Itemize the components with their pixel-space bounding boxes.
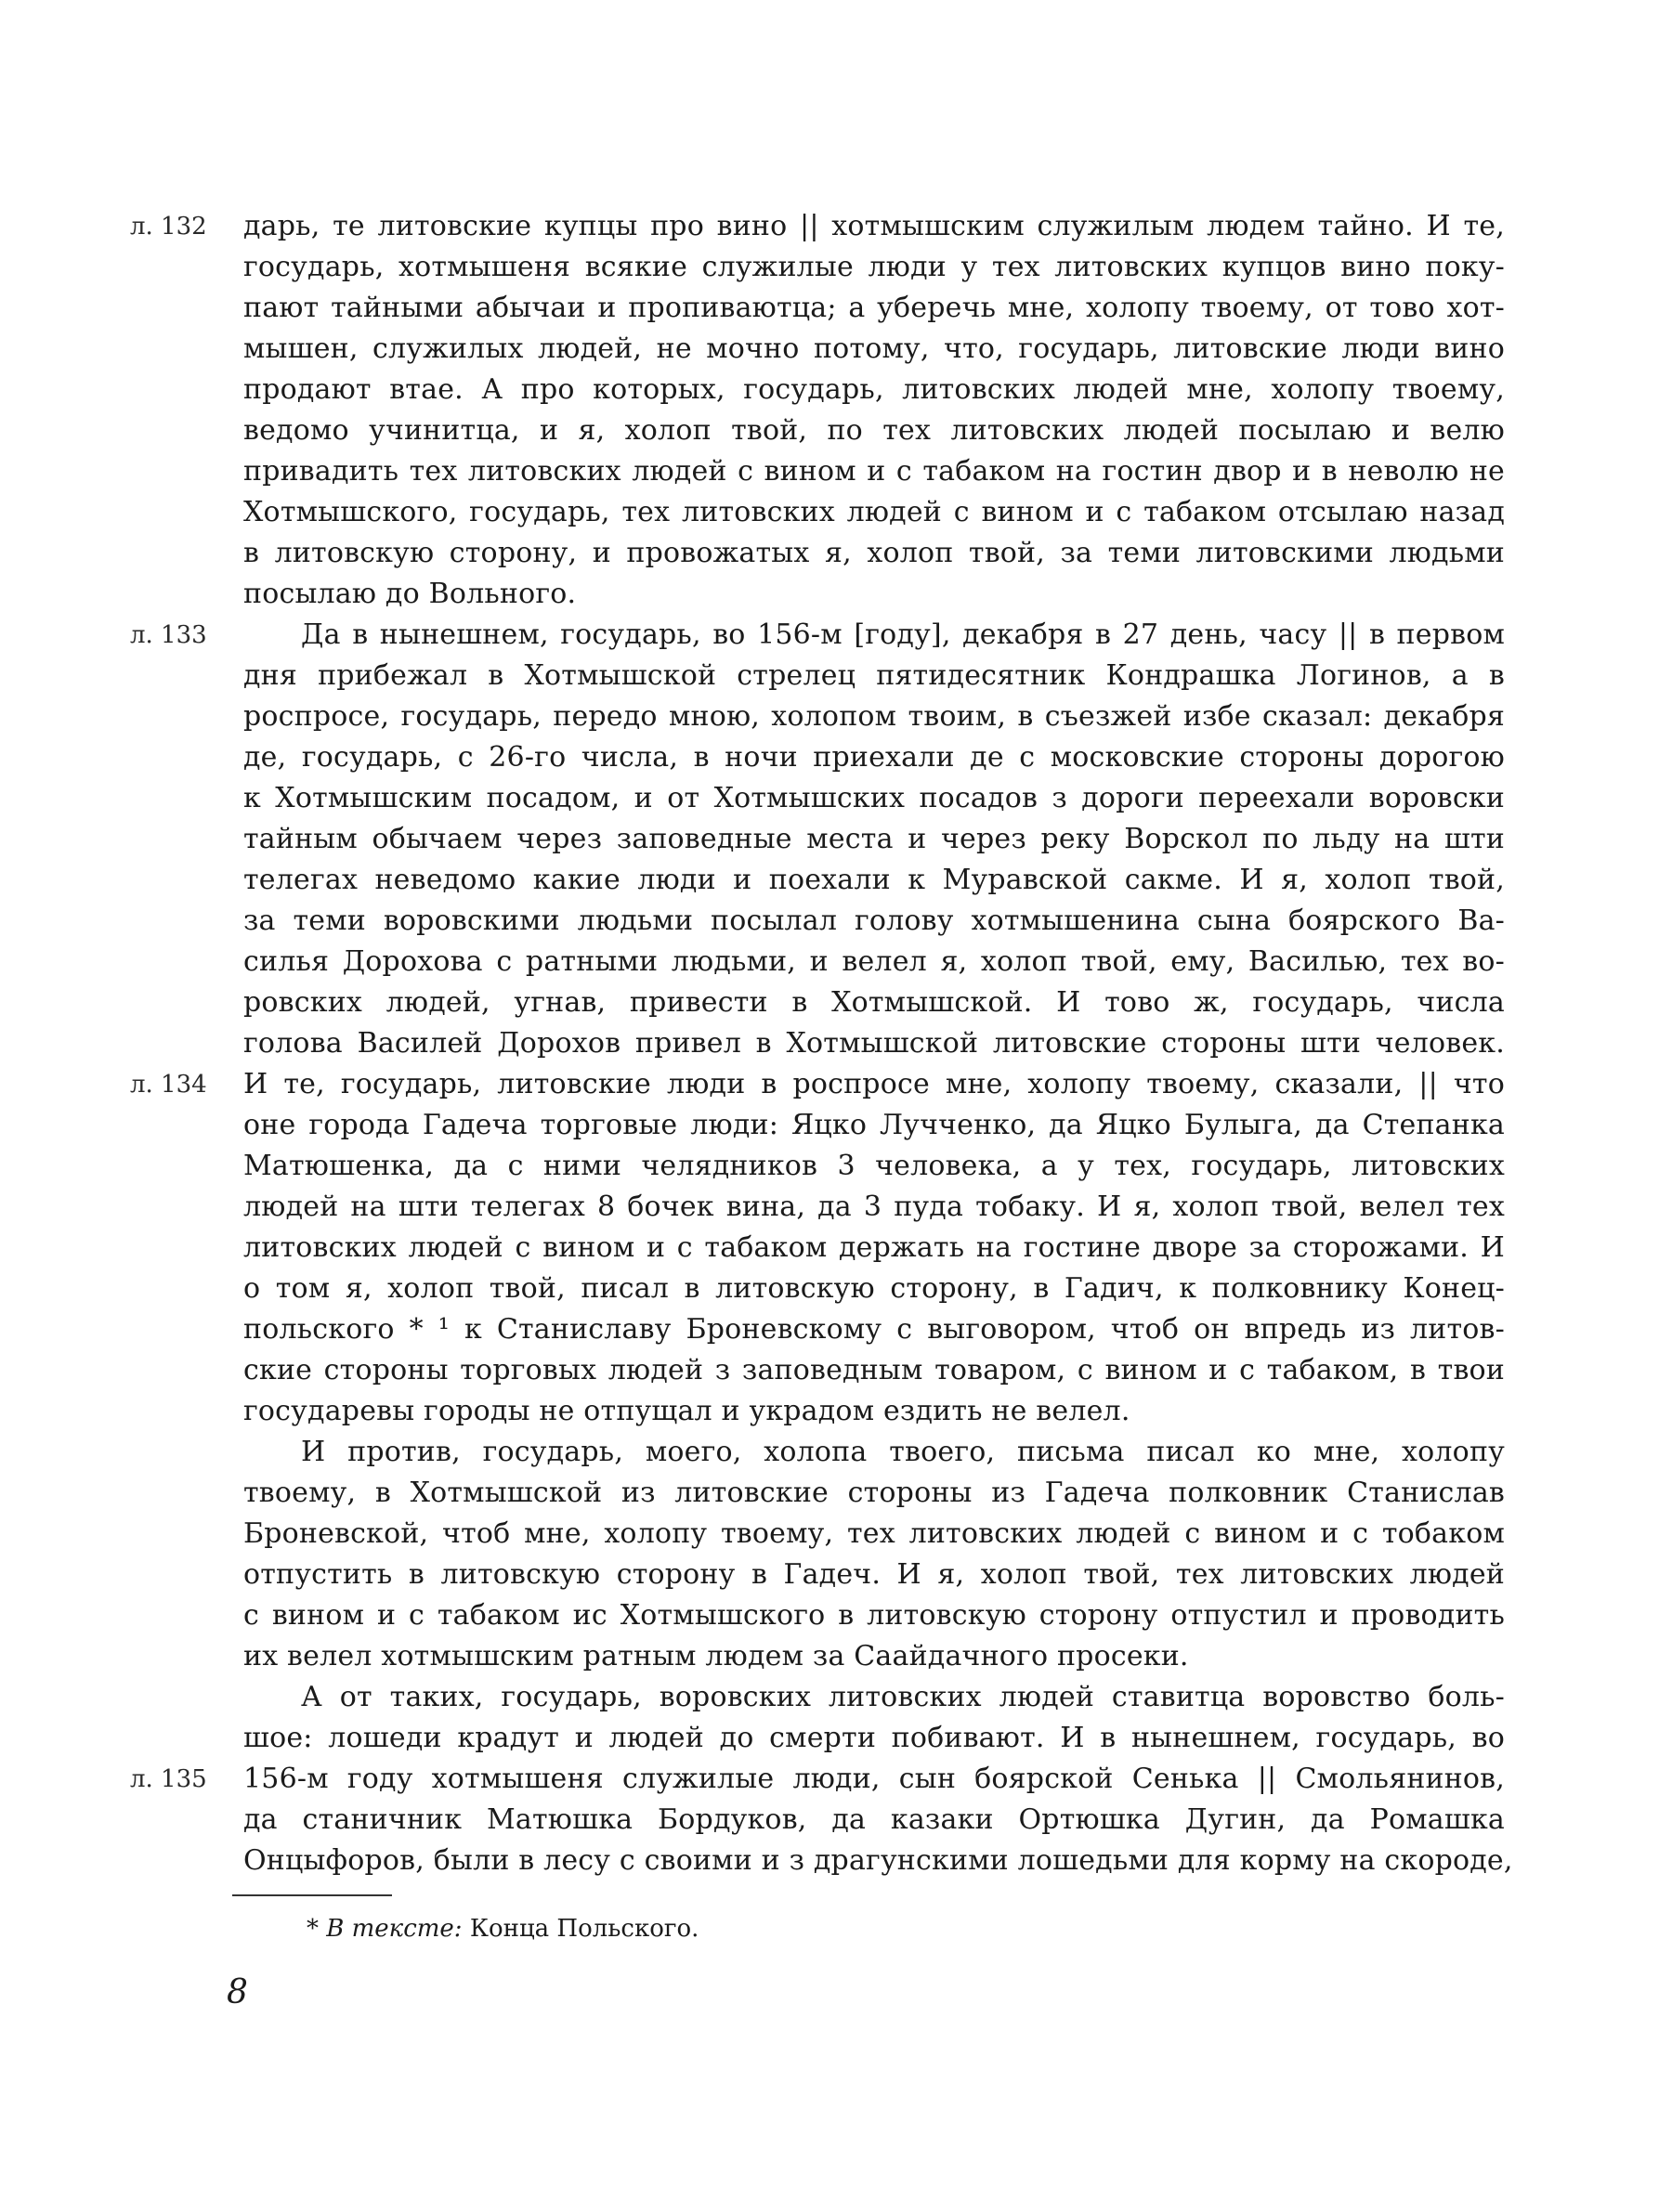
text-line: в литовскую сторону, и провожатых я, холоп твой, за теми литовскими людьми bbox=[243, 537, 1505, 569]
text-line: государевы городы не отпущал и украдом ездить не велел. bbox=[243, 1395, 1130, 1427]
text-line: 156-м году хотмышеня служилые люди, сын боярской Сенька || Смольянинов, bbox=[243, 1763, 1505, 1795]
text-line: пают тайными абычаи и пропиваютца; а уберечь мне, холопу твоему, от тово хот- bbox=[243, 292, 1505, 324]
margin-note-132: л. 132 bbox=[130, 213, 207, 241]
text-line: оне города Гадеча торговые люди: Яцко Лучченко, да Яцко Булыга, да Степанка bbox=[243, 1109, 1505, 1141]
text-line: людей на шти телегах 8 бочек вина, да 3 пуда тобаку. И я, холоп твой, велел тех bbox=[243, 1191, 1505, 1223]
footnote-text: Конца Польского. bbox=[469, 1915, 699, 1943]
text-line: И те, государь, литовские люди в роспросе мне, холопу твоему, сказали, || что bbox=[243, 1068, 1505, 1100]
text-line: привадить тех литовских людей с вином и с табаком на гостин двор и в неволю не bbox=[243, 455, 1505, 488]
text-line: продают втае. А про которых, государь, литовских людей мне, холопу твоему, bbox=[243, 373, 1505, 406]
text-line: дня прибежал в Хотмышской стрелец пятидесятник Кондрашка Логинов, а в bbox=[243, 659, 1505, 692]
text-line: ведомо учинитца, и я, холоп твой, по тех литовских людей посылаю и велю bbox=[243, 414, 1505, 447]
text-line: с вином и с табаком ис Хотмышского в литовскую сторону отпустил и проводить bbox=[243, 1599, 1505, 1632]
text-line: А от таких, государь, воровских литовских людей ставитца воровство боль- bbox=[301, 1681, 1505, 1713]
text-line: Броневской, чтоб мне, холопу твоему, тех литовских людей с вином и с тобаком bbox=[243, 1517, 1505, 1550]
margin-note-135: л. 135 bbox=[130, 1765, 207, 1793]
margin-note-133: л. 133 bbox=[130, 621, 207, 649]
text-line: посылаю до Вольного. bbox=[243, 578, 577, 610]
text-line: голова Василей Дорохов привел в Хотмышской литовские стороны шти человек. bbox=[243, 1027, 1505, 1060]
footnote bbox=[307, 1910, 699, 1947]
text-line: Онцыфоров, были в лесу с своими и з драгунскими лошедьми для корму на скороде, bbox=[243, 1844, 1513, 1877]
text-line: о том я, холоп твой, писал в литовскую сторону, в Гадич, к полковнику Конец- bbox=[243, 1272, 1505, 1305]
text-line: к Хотмышским посадом, и от Хотмышских посадов з дороги переехали воровски bbox=[243, 782, 1505, 814]
text-line: роспросе, государь, передо мною, холопом твоим, в съезжей избе сказал: декабря bbox=[243, 700, 1505, 733]
text-line: силья Дорохова с ратными людьми, и велел я, холоп твой, ему, Василью, тех во- bbox=[243, 945, 1505, 978]
text-line: тайным обычаем через заповедные места и через реку Ворскол по льду на шти bbox=[243, 823, 1505, 855]
text-line: за теми воровскими людьми посылал голову хотмышенина сына боярского Ва- bbox=[243, 904, 1505, 937]
text-line: Хотмышского, государь, тех литовских людей с вином и с табаком отсылаю назад bbox=[243, 496, 1505, 528]
footnote-divider bbox=[232, 1894, 392, 1896]
footnote-label: * В тексте: bbox=[307, 1915, 463, 1943]
text-line: Да в нынешнем, государь, во 156-м [году], декабря в 27 день, часу || в первом bbox=[301, 618, 1505, 651]
text-line: шое: лошеди крадут и людей до смерти побивают. И в нынешнем, государь, во bbox=[243, 1722, 1505, 1754]
page-number: 8 bbox=[227, 1973, 248, 2011]
text-line: де, государь, с 26-го числа, в ночи приехали де с московские стороны дорогою bbox=[243, 741, 1505, 774]
text-line: твоему, в Хотмышской из литовские стороны из Гадеча полковник Станислав bbox=[243, 1477, 1505, 1509]
text-line: государь, хотмышеня всякие служилые люди у тех литовских купцов вино поку- bbox=[243, 251, 1505, 283]
text-line: да станичник Матюшка Бордуков, да казаки Ортюшка Дугин, да Ромашка bbox=[243, 1803, 1505, 1836]
text-line: литовских людей с вином и с табаком держать на гостине дворе за сторожами. И bbox=[243, 1231, 1505, 1264]
text-line: ровских людей, угнав, привести в Хотмышской. И тово ж, государь, числа bbox=[243, 986, 1505, 1019]
text-line: Матюшенка, да с ними челядников 3 человека, а у тех, государь, литовских bbox=[243, 1150, 1505, 1182]
margin-note-134: л. 134 bbox=[130, 1071, 207, 1099]
text-line: отпустить в литовскую сторону в Гадеч. И я, холоп твой, тех литовских людей bbox=[243, 1558, 1505, 1591]
text-line: телегах неведомо какие люди и поехали к Муравской сакме. И я, холоп твой, bbox=[243, 864, 1505, 896]
text-line: их велел хотмышским ратным людем за Саайдачного просеки. bbox=[243, 1640, 1189, 1672]
text-line: ские стороны торговых людей з заповедным товаром, с вином и с табаком, в твои bbox=[243, 1354, 1505, 1386]
text-line: мышен, служилых людей, не мочно потому, что, государь, литовские люди вино bbox=[243, 332, 1505, 365]
text-line: И против, государь, моего, холопа твоего, письма писал ко мне, холопу bbox=[301, 1436, 1505, 1468]
text-line: дарь, те литовские купцы про вино || хотмышским служилым людем тайно. И те, bbox=[243, 210, 1505, 242]
text-line: польского * ¹ к Станиславу Броневскому с выговором, чтоб он впредь из литов- bbox=[243, 1313, 1505, 1346]
